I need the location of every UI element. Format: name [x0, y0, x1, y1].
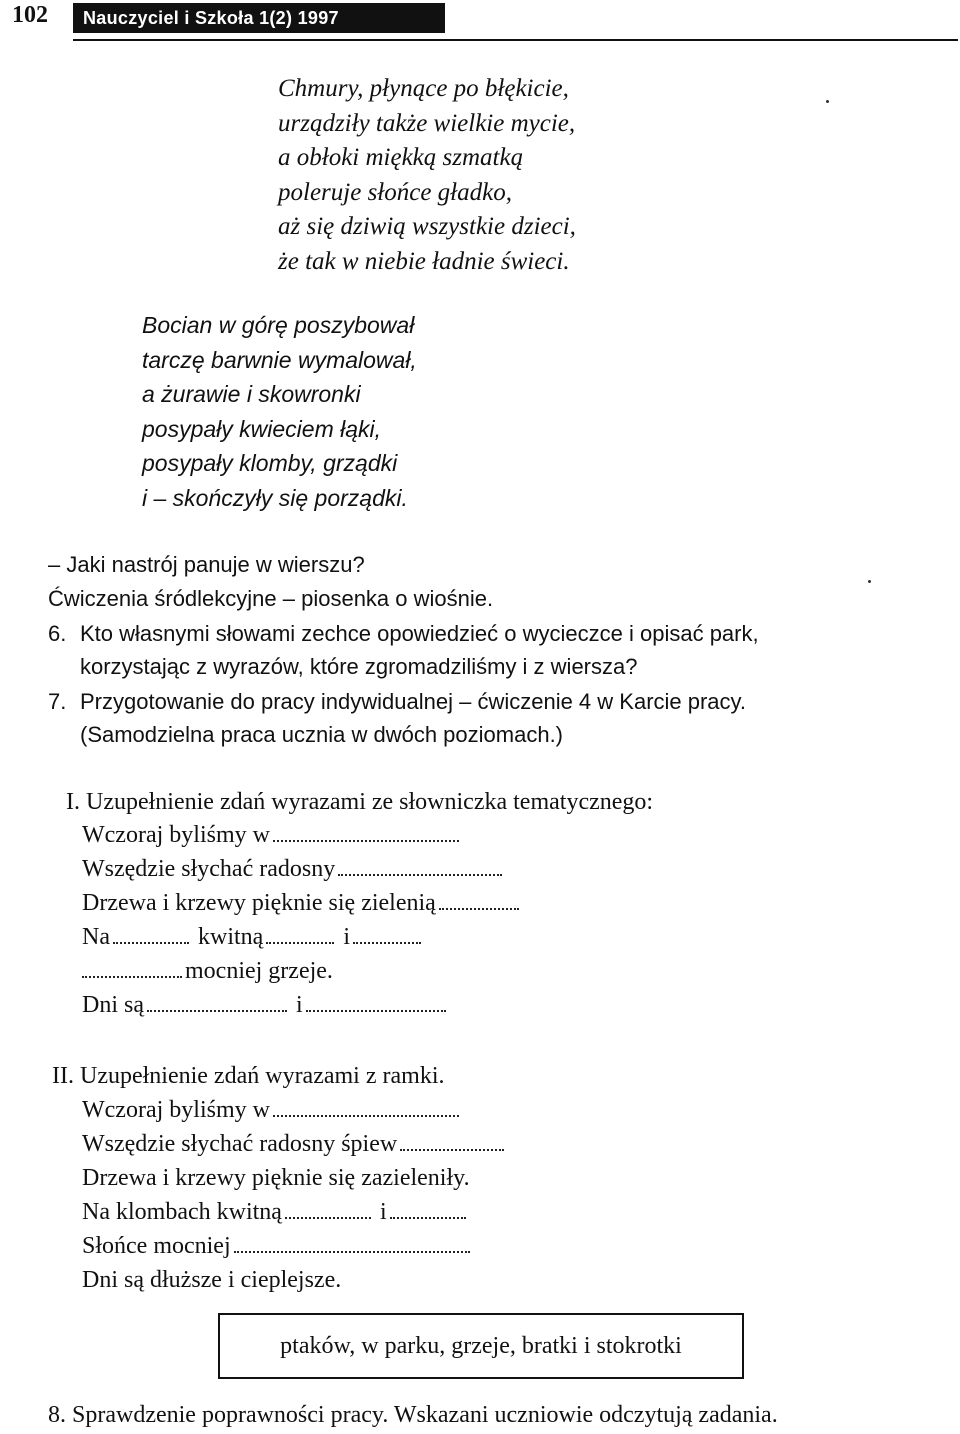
- sentence-text: Wczoraj byliśmy w: [82, 822, 270, 848]
- blank-line[interactable]: [82, 958, 182, 978]
- blank-line[interactable]: [390, 1199, 466, 1219]
- sentence-text: Wszędzie słychać radosny: [82, 856, 336, 882]
- poem-line: Bocian w górę poszybował: [142, 312, 415, 338]
- level-1-sentence-4: [82, 924, 424, 951]
- blank-line[interactable]: [113, 924, 189, 944]
- level-2-sentence-6: Dni są dłuższe i cieplejsze.: [82, 1267, 342, 1293]
- sentence-text: Na klombach kwitną: [82, 1199, 282, 1225]
- poem-line: a żurawie i skowronki: [142, 381, 361, 407]
- poem-line: urządziły także wielkie mycie,: [278, 109, 576, 137]
- level-1-sentence-2: [82, 856, 505, 883]
- blank-line[interactable]: [273, 1097, 459, 1117]
- level-1-sentence-3: [82, 890, 522, 917]
- scan-speck: [868, 580, 871, 583]
- item-8: 8. Sprawdzenie poprawności pracy. Wskazani uczniowie odczytują zadania.: [48, 1402, 778, 1428]
- level-2-sentence-1: [82, 1097, 462, 1124]
- item-7-number: 7.: [48, 689, 67, 714]
- poem-line: poleruje słońce gładko,: [278, 178, 512, 206]
- item-7-line-2: (Samodzielna praca ucznia w dwóch poziomach.): [80, 722, 564, 747]
- blank-line[interactable]: [400, 1131, 504, 1151]
- level-1-sentence-6: [82, 992, 449, 1019]
- poem-line: posypały kwieciem łąki,: [142, 415, 382, 442]
- item-6-number: 6.: [48, 621, 67, 646]
- sentence-text: i: [379, 1199, 387, 1225]
- sentence-text: kwitną: [197, 924, 264, 950]
- level-2-sentence-2: [82, 1131, 507, 1158]
- item-7-line-1: Przygotowanie do pracy indywidualnej – ćwiczenie 4 w Karcie pracy.: [80, 689, 747, 714]
- sentence-text: Wszędzie słychać radosny śpiew: [82, 1131, 398, 1157]
- item-6-line-1: Kto własnymi słowami zechce opowiedzieć o wycieczce i opisać park,: [80, 621, 759, 646]
- level-1-heading: I. Uzupełnienie zdań wyrazami ze słowniczka tematycznego:: [66, 789, 654, 815]
- level-2-sentence-5: [82, 1233, 473, 1260]
- sentence-text: i: [343, 924, 350, 950]
- blank-line[interactable]: [234, 1233, 470, 1253]
- blank-line[interactable]: [147, 992, 287, 1012]
- blank-line[interactable]: [273, 822, 459, 842]
- level-1-sentence-1: [82, 822, 462, 849]
- poem-line: a obłoki miękką szmatką: [278, 144, 524, 171]
- sentence-text: Dni są: [82, 992, 144, 1018]
- sentence-text: Na: [82, 924, 110, 950]
- level-2-heading: II. Uzupełnienie zdań wyrazami z ramki.: [52, 1063, 445, 1089]
- sentence-text: i: [296, 992, 303, 1018]
- level-2-sentence-4: [82, 1199, 469, 1226]
- sentence-text: mocniej grzeje.: [185, 958, 333, 984]
- poem-line: i – skończyły się porządki.: [142, 484, 408, 511]
- scan-speck: [826, 100, 829, 103]
- header-rule: [73, 39, 958, 41]
- poem-stanza-1: [278, 72, 576, 279]
- poem-line: posypały klomby, grządki: [142, 450, 398, 476]
- blank-line[interactable]: [285, 1199, 371, 1219]
- poem-line: tarczę barwnie wymalował,: [142, 346, 417, 373]
- word-box: ptaków, w parku, grzeje, bratki i stokrotki: [218, 1313, 744, 1379]
- journal-title-bar: Nauczyciel i Szkoła 1(2) 1997: [73, 3, 445, 33]
- poem-stanza-2: [142, 308, 417, 515]
- blank-line[interactable]: [306, 992, 446, 1012]
- blank-line[interactable]: [353, 924, 421, 944]
- sentence-text: Wczoraj byliśmy w: [82, 1097, 270, 1123]
- sentence-text: Drzewa i krzewy pięknie się zielenią: [82, 890, 436, 916]
- poem-line: aż się dziwią wszystkie dzieci,: [278, 213, 576, 240]
- exercises-heading: Ćwiczenia śródlekcyjne – piosenka o wiośnie.: [48, 586, 494, 611]
- poem-line: że tak w niebie ładnie świeci.: [278, 247, 570, 275]
- level-1-sentence-5: [82, 958, 333, 985]
- item-6-line-2: korzystając z wyrazów, które zgromadziliśmy i z wiersza?: [80, 654, 638, 679]
- blank-line[interactable]: [439, 890, 519, 910]
- blank-line[interactable]: [266, 924, 334, 944]
- sentence-text: Słońce mocniej: [82, 1233, 231, 1259]
- page-number: 102: [12, 2, 48, 28]
- blank-line[interactable]: [338, 856, 502, 876]
- question-mood: – Jaki nastrój panuje w wierszu?: [48, 552, 365, 577]
- poem-line: Chmury, płynące po błękicie,: [278, 75, 569, 102]
- level-2-sentence-3: Drzewa i krzewy pięknie się zazieleniły.: [82, 1165, 470, 1191]
